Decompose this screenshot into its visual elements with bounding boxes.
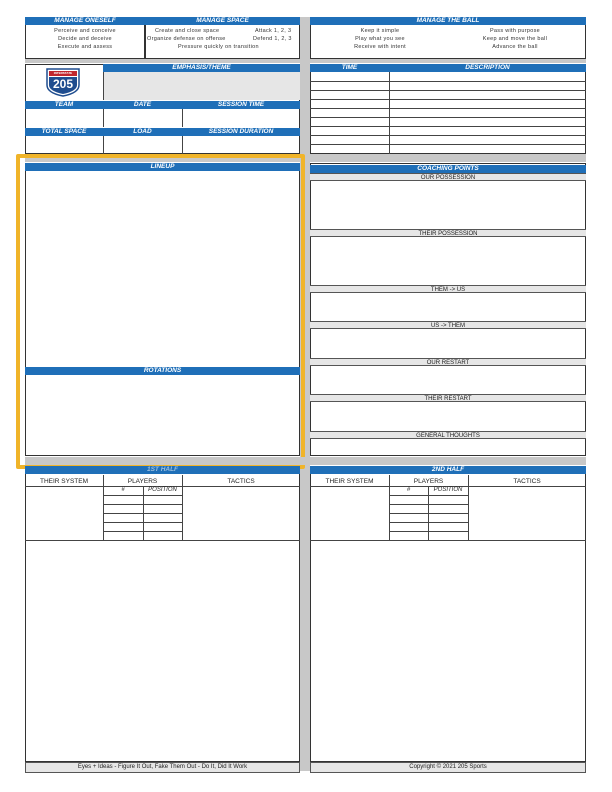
- second-half-row-line: [389, 504, 468, 505]
- emphasis-theme-header: EMPHASIS/THEME: [103, 64, 300, 72]
- session-time-header: SESSION TIME: [182, 101, 300, 109]
- us-to-them-label: US -> THEM: [310, 321, 586, 329]
- second-half-row-line: [389, 513, 468, 514]
- them-to-us-label: THEM -> US: [310, 285, 586, 293]
- session-divider-4: [182, 136, 183, 154]
- session-divider-1: [103, 109, 104, 127]
- first-half-their-system: THEIR SYSTEM: [39, 478, 89, 485]
- first-half-players: PLAYERS: [127, 478, 158, 485]
- manage-ball-left-2: Play what you see: [355, 36, 405, 42]
- manage-space-defend: Defend 1, 2, 3: [253, 36, 292, 42]
- first-half-position: POSITION: [148, 487, 177, 493]
- first-half-tactics: TACTICS: [227, 478, 255, 485]
- footer-copyright: Copyright © 2021 205 Sports: [310, 762, 586, 773]
- schedule-row-line: [310, 108, 586, 109]
- first-half-row-line: [103, 504, 182, 505]
- first-half-row-line: [25, 540, 300, 541]
- second-half-num: #: [406, 487, 411, 493]
- manage-ball-left-1: Keep it simple: [360, 28, 400, 34]
- first-half-col: [182, 475, 183, 540]
- schedule-row-line: [310, 126, 586, 127]
- manage-ball-left-3: Receive with intent: [354, 44, 406, 50]
- first-half-box: [25, 466, 300, 762]
- our-restart-label: OUR RESTART: [310, 358, 586, 366]
- manage-space-line-2: Organize defense on offense: [147, 36, 226, 42]
- logo-banner: INTERSTATE: [53, 70, 73, 75]
- schedule-row-line: [310, 99, 586, 100]
- lower-gray-strip: [25, 457, 586, 465]
- second-half-row-line: [389, 531, 468, 532]
- second-half-tactics: TACTICS: [513, 478, 541, 485]
- schedule-row-line: [310, 144, 586, 145]
- highlight-frame: [16, 154, 305, 469]
- second-half-row-line: [389, 522, 468, 523]
- team-header: TEAM: [25, 101, 103, 109]
- second-half-box: [310, 466, 586, 762]
- lineup-header: LINEUP: [25, 163, 300, 171]
- manage-oneself-header: MANAGE ONESELF: [25, 17, 145, 25]
- footer-motto: Eyes + Ideas - Figure It Out, Fake Them Out - Do It, Did It Work: [25, 762, 300, 773]
- manage-ball-right-2: Keep and move the ball: [482, 36, 548, 42]
- rotations-header: ROTATIONS: [25, 367, 300, 375]
- coaching-points-header: COACHING POINTS: [310, 165, 586, 173]
- session-duration-header: SESSION DURATION: [182, 128, 300, 136]
- emphasis-theme-field[interactable]: [103, 72, 300, 100]
- their-restart-label: THEIR RESTART: [310, 394, 586, 402]
- manage-oneself-line-1: Perceive and conceive: [54, 28, 116, 34]
- manage-space-line-3: Pressure quickly on transition: [178, 44, 259, 50]
- general-thoughts-label: GENERAL THOUGHTS: [310, 431, 586, 439]
- top-separator: [300, 17, 310, 59]
- manage-ball-right-1: Pass with purpose: [489, 28, 541, 34]
- session-divider-2: [182, 109, 183, 127]
- second-half-players: PLAYERS: [413, 478, 444, 485]
- date-header: DATE: [103, 101, 182, 109]
- description-header: DESCRIPTION: [389, 64, 586, 72]
- our-possession-label: OUR POSSESSION: [310, 173, 586, 181]
- manage-oneself-line-2: Decide and deceive: [58, 36, 112, 42]
- manage-ball-header: MANAGE THE BALL: [310, 17, 586, 25]
- second-half-row-line: [389, 495, 468, 496]
- their-possession-label: THEIR POSSESSION: [310, 229, 586, 237]
- second-half-their-system: THEIR SYSTEM: [325, 478, 374, 485]
- logo-number: 205: [52, 77, 74, 91]
- schedule-row-line: [310, 117, 586, 118]
- second-half-row-line: [310, 540, 586, 541]
- time-header: TIME: [310, 64, 389, 72]
- second-half-position: POSITION: [433, 487, 463, 493]
- load-header: LOAD: [103, 128, 182, 136]
- second-half-col: [468, 475, 469, 540]
- manage-space-header: MANAGE SPACE: [145, 17, 300, 25]
- interstate-logo: [45, 67, 81, 97]
- schedule-row-line: [310, 135, 586, 136]
- first-half-num: #: [121, 487, 125, 493]
- manage-space-line-1: Create and close space: [155, 28, 220, 34]
- first-half-header: 1ST HALF: [25, 466, 300, 474]
- schedule-divider: [389, 72, 390, 154]
- schedule-row-line: [310, 81, 586, 82]
- first-half-row-line: [103, 495, 182, 496]
- manage-space-attack: Attack 1, 2, 3: [255, 28, 292, 34]
- total-space-header: TOTAL SPACE: [25, 128, 103, 136]
- second-half-header: 2ND HALF: [310, 466, 586, 474]
- first-half-row-line: [103, 513, 182, 514]
- schedule-row-line: [310, 90, 586, 91]
- coaching-box: [310, 163, 586, 456]
- schedule-box: [310, 64, 586, 154]
- manage-ball-right-3: Advance the ball: [492, 44, 538, 50]
- first-half-row-line: [103, 531, 182, 532]
- first-half-row-line: [103, 522, 182, 523]
- session-divider-3: [103, 136, 104, 154]
- manage-oneself-line-3: Execute and assess: [57, 44, 113, 50]
